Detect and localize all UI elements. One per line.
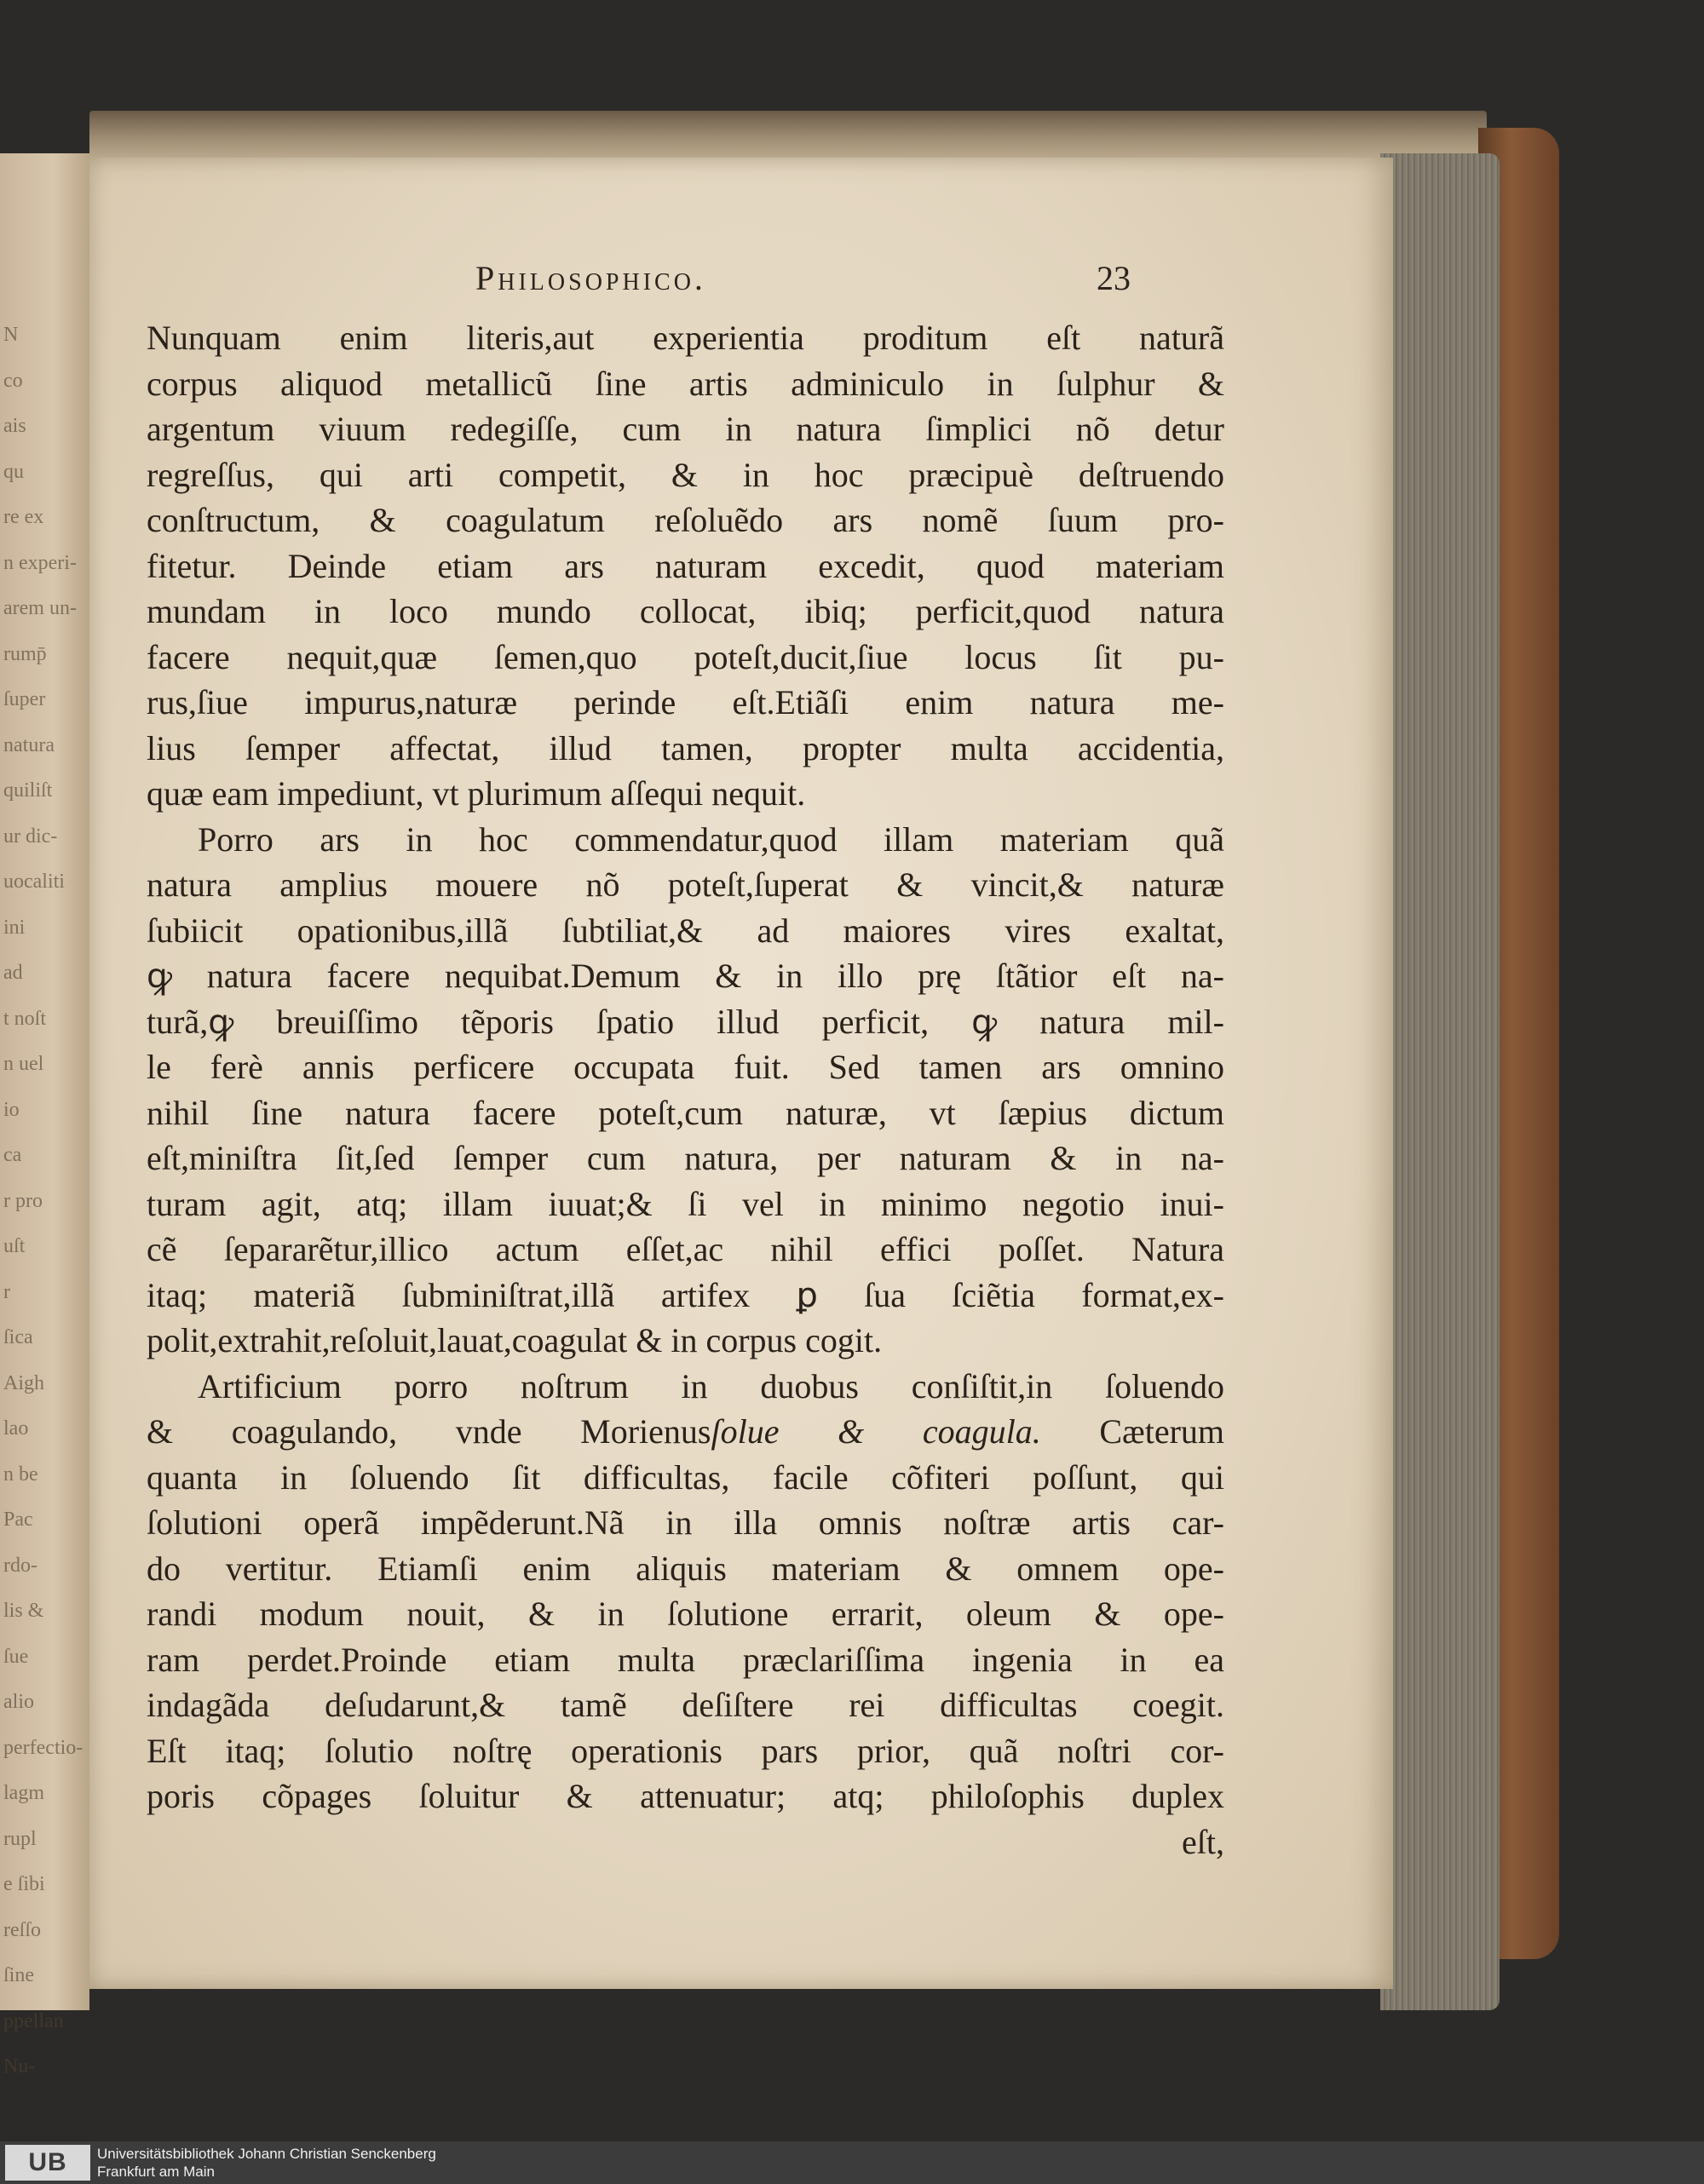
- previous-page-fragment: ſica: [3, 1326, 33, 1348]
- library-footer-bar: [0, 2141, 1704, 2184]
- previous-page-fragment: Aigh: [3, 1371, 44, 1394]
- previous-page-fragment: Nu-: [3, 2055, 36, 2078]
- text-line: quæ eam impediunt, vt plurimum aſſequi nequit.: [147, 774, 806, 813]
- italic-quote: ſolue & coagula.: [711, 1412, 1041, 1451]
- running-title: Philosophico.: [475, 259, 706, 297]
- library-name: [97, 2145, 436, 2181]
- text-line: lius ſemper affectat, illud tamen, propter multa accidentia,: [147, 728, 1224, 767]
- text-line: Porro ars in hoc commendatur,quod illam materiam quã: [198, 819, 1224, 859]
- previous-page-fragment: alio: [3, 1691, 34, 1713]
- previous-page-fragment: t noſt: [3, 1007, 47, 1030]
- previous-page-fragment: ppellan: [3, 2009, 64, 2032]
- text-line: conſtructum, & coagulatum reſoluẽdo ars nomẽ ſuum pro-: [147, 501, 1224, 539]
- text-line: [147, 1409, 1224, 1455]
- previous-page-fragment: re ex: [3, 506, 44, 528]
- text-line: nihil ſine natura facere poteſt,cum naturæ, vt ſæpius dictum: [147, 1093, 1224, 1132]
- text-line: indagãda deſudarunt,& tamẽ deſiſtere rei difficultas coegit.: [147, 1686, 1224, 1724]
- text-line: Nunquam enim literis,aut experientia proditum eſt naturã: [147, 319, 1224, 357]
- page-number: 23: [1097, 259, 1131, 297]
- text-line: Artificium porro noſtrum in duobus conſiſtit,in ſoluendo: [198, 1366, 1224, 1405]
- text-line: eſt,miniſtra ſit,ſed ſemper cum natura, per naturam & in na-: [147, 1139, 1224, 1177]
- previous-page-fragment: n experi-: [3, 551, 77, 574]
- previous-page-fragment: ſuper: [3, 688, 46, 710]
- previous-page-fragment: perfectio-: [3, 1736, 83, 1759]
- body-text: [147, 315, 1224, 1865]
- text-line: randi modum nouit, & in ſolutione errarit, oleum & ope-: [147, 1595, 1224, 1633]
- previous-page-fragment: r pro: [3, 1189, 43, 1212]
- previous-page-fragment: uocaliti: [3, 871, 65, 893]
- previous-page-fragment: ini: [3, 916, 26, 939]
- library-name-line2: Frankfurt am Main: [97, 2164, 215, 2180]
- text-line: natura amplius mouere nõ poteſt,ſuperat & vincit,& naturæ: [147, 865, 1224, 904]
- text-line: ꝙ natura facere nequibat.Demum & in illo prę ſtãtior eſt na-: [147, 957, 1224, 995]
- previous-page-fragment: ſine: [3, 1964, 34, 1986]
- text-line: le ferè annis perficere occupata fuit. Sed tamen ars omnino: [147, 1048, 1224, 1086]
- previous-page-fragment: rupl: [3, 1827, 37, 1850]
- previous-page-fragment: qu: [3, 460, 24, 483]
- previous-page-fragment: e ſibi: [3, 1873, 45, 1895]
- previous-page-fragment: quiliſt: [3, 779, 53, 802]
- previous-page-fragment: rdo-: [3, 1554, 37, 1577]
- page-block-edges: [1380, 153, 1500, 2010]
- text-line: rus,ſiue impurus,naturæ perinde eſt.Etiãſi enim natura me-: [147, 683, 1224, 721]
- text-line: poris cõpages ſoluitur & attenuatur; atq; philoſophis duplex: [147, 1777, 1224, 1815]
- text-line: fitetur. Deinde etiam ars naturam excedit, quod materiam: [147, 546, 1224, 585]
- text-line-end: Cæterum: [1099, 1412, 1225, 1451]
- text-line: do vertitur. Etiamſi enim aliquis materiam & omnem ope-: [147, 1549, 1224, 1588]
- previous-page-fragment: ſue: [3, 1645, 29, 1668]
- running-head: [89, 258, 1393, 309]
- text-line: itaq; materiã ſubminiſtrat,illã artifex ꝑ ſua ſciẽtia format,ex-: [147, 1275, 1224, 1314]
- previous-page-fragment: natura: [3, 733, 55, 756]
- previous-page-fragment: lis &: [3, 1600, 44, 1622]
- previous-page-fragment: ad: [3, 962, 23, 984]
- previous-page-fragment: n uel: [3, 1053, 44, 1075]
- library-name-line1: Universitätsbibliothek Johann Christian Senckenberg: [97, 2146, 436, 2162]
- text-line: corpus aliquod metallicũ ſine artis adminiculo in ſulphur &: [147, 364, 1224, 403]
- text-line: regreſſus, qui arti competit, & in hoc præcipuè deſtruendo: [147, 455, 1224, 494]
- previous-page-fragment: reſſo: [3, 1918, 41, 1941]
- previous-page-fragment: ur dic-: [3, 825, 58, 848]
- text-line: ſubiicit opationibus,illã ſubtiliat,& ad maiores vires exaltat,: [147, 911, 1224, 950]
- previous-page-fragment: uſt: [3, 1235, 26, 1257]
- text-line: polit,extrahit,reſoluit,lauat,coagulat & in corpus cogit.: [147, 1321, 883, 1359]
- text-line: turam agit, atq; illam iuuat;& ſi vel in minimo negotio inui-: [147, 1184, 1224, 1223]
- previous-page-fragment: io: [3, 1098, 20, 1121]
- previous-page-fragment: co: [3, 369, 23, 392]
- book-page: [89, 158, 1393, 1989]
- previous-page-fragment: rump̄: [3, 642, 47, 665]
- text-line: turã,ꝙ breuiſſimo tẽporis ſpatio illud perficit, ꝙ natura mil-: [147, 1002, 1224, 1041]
- previous-page-fragment: ca: [3, 1144, 22, 1166]
- previous-page-fragment: Pac: [3, 1509, 33, 1531]
- text-line: cẽ ſepararẽtur,illico actum eſſet,ac nihil effici poſſet. Natura: [147, 1230, 1224, 1268]
- previous-page-fragment: lagm: [3, 1782, 44, 1804]
- text-line: quanta in ſoluendo ſit difficultas, facile cõfiteri poſſunt, qui: [147, 1457, 1224, 1497]
- text-line: Eſt itaq; ſolutio noſtrę operationis pars prior, quã noſtri cor-: [147, 1731, 1224, 1770]
- previous-page-fragment: n be: [3, 1463, 38, 1486]
- previous-page-fragment: lao: [3, 1417, 29, 1440]
- text-line: argentum viuum redegiſſe, cum in natura ſimplici nõ detur: [147, 410, 1224, 448]
- book-top-edge: [89, 111, 1487, 162]
- text-line: mundam in loco mundo collocat, ibiq; perficit,quod natura: [147, 592, 1224, 630]
- catchword: eſt,: [1182, 1822, 1224, 1861]
- previous-page-fragment: arem un-: [3, 597, 77, 619]
- text-line: facere nequit,quæ ſemen,quo poteſt,ducit,ſiue locus ſit pu-: [147, 637, 1224, 676]
- text-line: ſolutioni operã impẽderunt.Nã in illa omnis noſtræ artis car-: [147, 1503, 1224, 1542]
- previous-page-fragment: ais: [3, 415, 26, 437]
- previous-page-fragment: r: [3, 1280, 10, 1303]
- text-line-start: & coagulando, vnde Morienus: [147, 1412, 711, 1451]
- previous-page-fragment: N: [3, 324, 19, 346]
- previous-page-edge: [0, 153, 89, 2078]
- library-logo: UB: [5, 2145, 90, 2181]
- text-line: ram perdet.Proinde etiam multa præclariſſima ingenia in ea: [147, 1640, 1224, 1679]
